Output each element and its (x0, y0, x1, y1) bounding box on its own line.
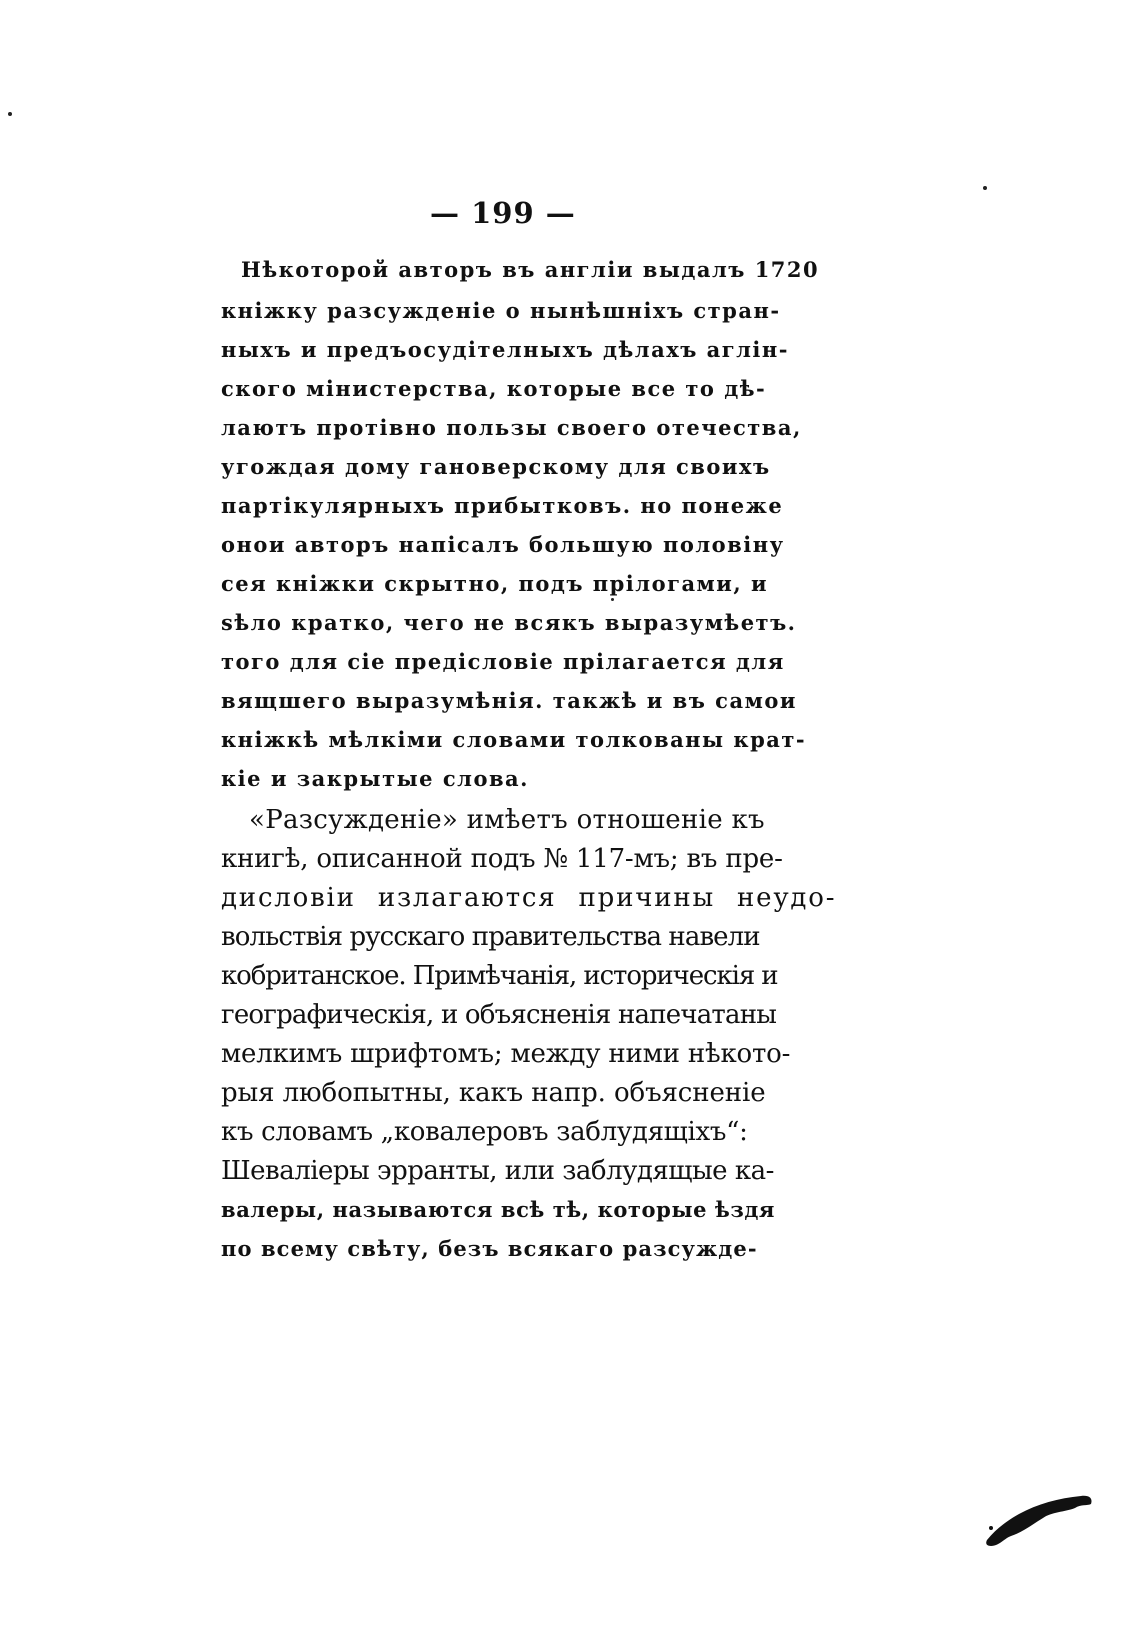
commentary-line: книгѣ, описанной подъ № 117-мъ; въ пре- (221, 844, 783, 874)
page-number: — 199 — (430, 196, 576, 230)
commentary-line: Шеваліеры эрранты, или заблудящые ка- (221, 1156, 774, 1186)
quote-line: вящшего выразумѣнія. такжѣ и въ самои (221, 688, 797, 713)
speck-mark (8, 112, 12, 116)
commentary-line: дисловіи излагаются причины неудо- (221, 883, 837, 913)
ink-blot (985, 1490, 1095, 1550)
quote-line: лаютъ протівно пользы своего отечества, (221, 415, 802, 440)
commentary-line: кобританское. Примѣчанія, историческія и (221, 961, 778, 991)
quote-line: ѕѣло кратко, чего не всякъ выразумѣетъ. (221, 610, 797, 635)
speck-mark (983, 186, 987, 190)
quote-line: угождая дому гановерскому для своихъ (221, 454, 771, 479)
commentary-line: валеры, называются всѣ тѣ, которые ѣздя (221, 1197, 776, 1222)
quote-line: кніжку разсужденіе о нынѣшніхъ стран- (221, 298, 781, 323)
quote-line: Нѣкоторой авторъ въ англіи выдалъ 1720 (241, 257, 820, 282)
commentary-line: «Разсужденіе» имѣетъ отношеніе къ (249, 805, 765, 835)
quote-line: того для сіе предісловіе прілагается для (221, 649, 785, 674)
commentary-line: мелкимъ шрифтомъ; между ними нѣкото- (221, 1039, 791, 1069)
quote-line: партікулярныхъ прибытковъ. но понеже (221, 493, 784, 518)
quote-line: ныхъ и предъосудітелныхъ дѣлахъ аглін- (221, 337, 789, 362)
quote-line: кіе и закрытые слова. (221, 766, 529, 791)
commentary-line: географическія, и объясненія напечатаны (221, 1000, 777, 1030)
quote-line: сея кніжки скрытно, подъ прілогами, и (221, 571, 769, 596)
quote-line: кніжкѣ мѣлкіми словами толкованы крат- (221, 727, 807, 752)
commentary-line: рыя любопытны, какъ напр. объясненіе (221, 1078, 766, 1108)
commentary-line: по всему свѣту, безъ всякаго разсужде- (221, 1236, 758, 1261)
commentary-line: вольствія русскаго правительства навели (221, 922, 760, 952)
quote-line: ского мінистерства, которые все то дѣ- (221, 376, 767, 401)
commentary-line: къ словамъ „ковалеровъ заблудящіхъ“: (221, 1117, 748, 1147)
quote-line: онои авторъ напісалъ большую половіну (221, 532, 785, 557)
